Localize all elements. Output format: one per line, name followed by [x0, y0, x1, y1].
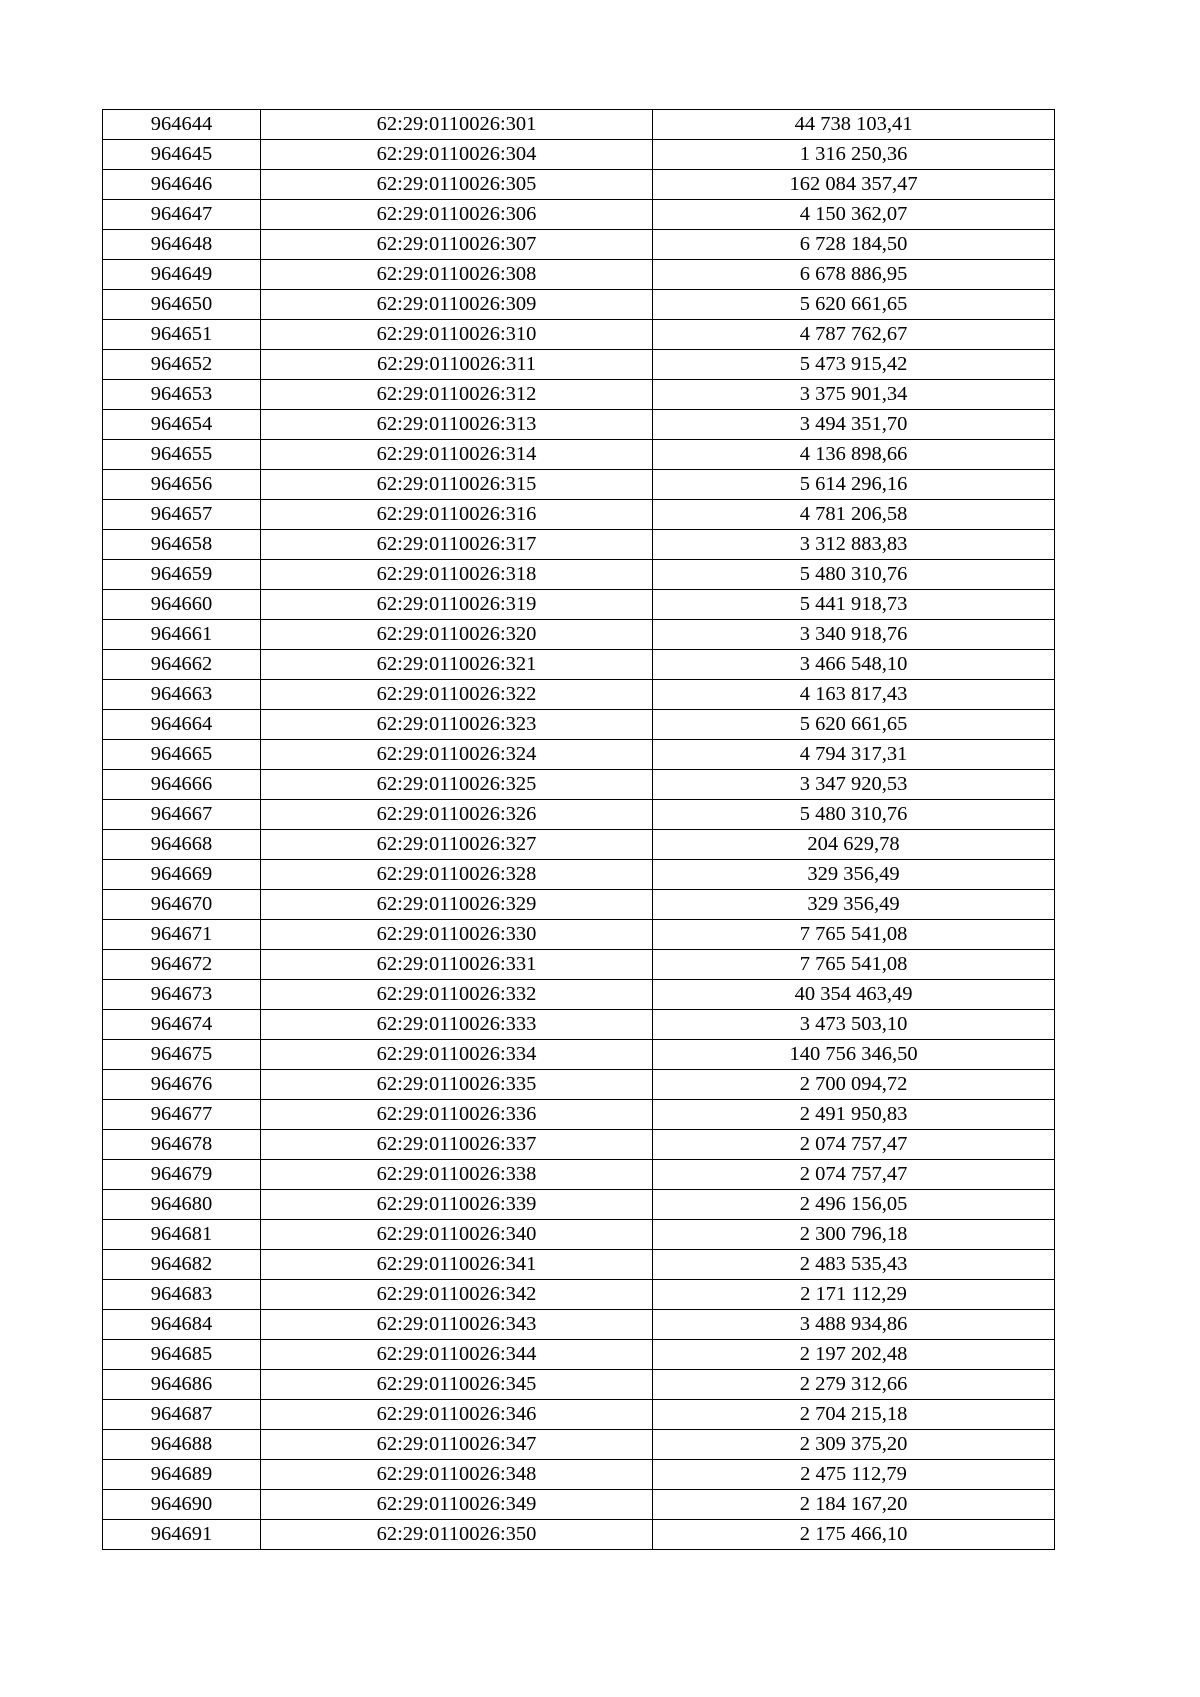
cell-value: 204 629,78	[653, 830, 1055, 860]
cell-value: 2 496 156,05	[653, 1190, 1055, 1220]
cell-cadastral-number: 62:29:0110026:330	[261, 920, 653, 950]
table-row	[103, 1220, 1055, 1250]
cell-number: 964691	[103, 1520, 261, 1550]
cell-value: 4 787 762,67	[653, 320, 1055, 350]
cell-number: 964662	[103, 650, 261, 680]
table-row	[103, 1400, 1055, 1430]
cell-cadastral-number: 62:29:0110026:320	[261, 620, 653, 650]
cell-cadastral-number: 62:29:0110026:301	[261, 110, 653, 140]
table-row	[103, 1070, 1055, 1100]
cell-value: 5 620 661,65	[653, 710, 1055, 740]
cell-number: 964645	[103, 140, 261, 170]
cell-number: 964669	[103, 860, 261, 890]
cell-cadastral-number: 62:29:0110026:326	[261, 800, 653, 830]
cell-number: 964688	[103, 1430, 261, 1460]
cell-number: 964648	[103, 230, 261, 260]
cell-value: 5 473 915,42	[653, 350, 1055, 380]
cell-value: 6 678 886,95	[653, 260, 1055, 290]
cell-number: 964685	[103, 1340, 261, 1370]
cell-value: 2 300 796,18	[653, 1220, 1055, 1250]
table-row	[103, 200, 1055, 230]
table-row	[103, 470, 1055, 500]
cell-cadastral-number: 62:29:0110026:312	[261, 380, 653, 410]
cell-number: 964670	[103, 890, 261, 920]
cell-value: 5 614 296,16	[653, 470, 1055, 500]
table-row	[103, 1310, 1055, 1340]
cell-number: 964668	[103, 830, 261, 860]
cell-cadastral-number: 62:29:0110026:317	[261, 530, 653, 560]
cell-number: 964655	[103, 440, 261, 470]
cell-cadastral-number: 62:29:0110026:331	[261, 950, 653, 980]
cell-cadastral-number: 62:29:0110026:325	[261, 770, 653, 800]
cell-value: 4 136 898,66	[653, 440, 1055, 470]
cell-value: 6 728 184,50	[653, 230, 1055, 260]
cell-number: 964663	[103, 680, 261, 710]
data-table	[102, 109, 1055, 1550]
cell-value: 2 175 466,10	[653, 1520, 1055, 1550]
cell-cadastral-number: 62:29:0110026:336	[261, 1100, 653, 1130]
cell-value: 162 084 357,47	[653, 170, 1055, 200]
table-row	[103, 890, 1055, 920]
cell-value: 2 074 757,47	[653, 1130, 1055, 1160]
cell-number: 964652	[103, 350, 261, 380]
cell-number: 964654	[103, 410, 261, 440]
cell-cadastral-number: 62:29:0110026:344	[261, 1340, 653, 1370]
cell-cadastral-number: 62:29:0110026:313	[261, 410, 653, 440]
cell-cadastral-number: 62:29:0110026:346	[261, 1400, 653, 1430]
cell-cadastral-number: 62:29:0110026:328	[261, 860, 653, 890]
cell-number: 964656	[103, 470, 261, 500]
cell-value: 3 488 934,86	[653, 1310, 1055, 1340]
cell-cadastral-number: 62:29:0110026:309	[261, 290, 653, 320]
table-row	[103, 950, 1055, 980]
cell-cadastral-number: 62:29:0110026:321	[261, 650, 653, 680]
table-row	[103, 830, 1055, 860]
table-row	[103, 290, 1055, 320]
table-row	[103, 860, 1055, 890]
cell-value: 329 356,49	[653, 890, 1055, 920]
table-row	[103, 560, 1055, 590]
cell-value: 40 354 463,49	[653, 980, 1055, 1010]
cell-number: 964661	[103, 620, 261, 650]
cell-value: 7 765 541,08	[653, 950, 1055, 980]
cell-value: 3 375 901,34	[653, 380, 1055, 410]
cell-value: 5 480 310,76	[653, 800, 1055, 830]
table-row	[103, 680, 1055, 710]
cell-number: 964682	[103, 1250, 261, 1280]
cell-value: 2 483 535,43	[653, 1250, 1055, 1280]
cell-value: 2 309 375,20	[653, 1430, 1055, 1460]
cell-number: 964647	[103, 200, 261, 230]
table-row	[103, 1100, 1055, 1130]
table-row	[103, 590, 1055, 620]
cell-cadastral-number: 62:29:0110026:335	[261, 1070, 653, 1100]
table-row	[103, 1010, 1055, 1040]
cell-cadastral-number: 62:29:0110026:339	[261, 1190, 653, 1220]
table-row	[103, 530, 1055, 560]
cell-cadastral-number: 62:29:0110026:345	[261, 1370, 653, 1400]
cell-value: 5 441 918,73	[653, 590, 1055, 620]
cell-value: 3 347 920,53	[653, 770, 1055, 800]
cell-number: 964687	[103, 1400, 261, 1430]
table-row	[103, 710, 1055, 740]
table-row	[103, 140, 1055, 170]
cell-cadastral-number: 62:29:0110026:304	[261, 140, 653, 170]
cell-cadastral-number: 62:29:0110026:323	[261, 710, 653, 740]
cell-number: 964657	[103, 500, 261, 530]
table-row	[103, 1460, 1055, 1490]
cell-number: 964665	[103, 740, 261, 770]
cell-number: 964644	[103, 110, 261, 140]
cell-cadastral-number: 62:29:0110026:316	[261, 500, 653, 530]
table-body	[103, 110, 1055, 1550]
cell-value: 3 312 883,83	[653, 530, 1055, 560]
table-row	[103, 650, 1055, 680]
cell-value: 5 620 661,65	[653, 290, 1055, 320]
cell-cadastral-number: 62:29:0110026:310	[261, 320, 653, 350]
cell-value: 2 704 215,18	[653, 1400, 1055, 1430]
cell-cadastral-number: 62:29:0110026:308	[261, 260, 653, 290]
table-row	[103, 380, 1055, 410]
cell-number: 964679	[103, 1160, 261, 1190]
cell-number: 964674	[103, 1010, 261, 1040]
cell-number: 964678	[103, 1130, 261, 1160]
table-row	[103, 1250, 1055, 1280]
cell-cadastral-number: 62:29:0110026:322	[261, 680, 653, 710]
cell-value: 1 316 250,36	[653, 140, 1055, 170]
table-row	[103, 260, 1055, 290]
cell-cadastral-number: 62:29:0110026:347	[261, 1430, 653, 1460]
cell-number: 964689	[103, 1460, 261, 1490]
cell-cadastral-number: 62:29:0110026:306	[261, 200, 653, 230]
table-row	[103, 1520, 1055, 1550]
cell-cadastral-number: 62:29:0110026:338	[261, 1160, 653, 1190]
table-row	[103, 1190, 1055, 1220]
table-row	[103, 440, 1055, 470]
cell-value: 3 466 548,10	[653, 650, 1055, 680]
cell-cadastral-number: 62:29:0110026:341	[261, 1250, 653, 1280]
cell-number: 964659	[103, 560, 261, 590]
cell-cadastral-number: 62:29:0110026:340	[261, 1220, 653, 1250]
cell-cadastral-number: 62:29:0110026:324	[261, 740, 653, 770]
cell-number: 964672	[103, 950, 261, 980]
table-row	[103, 110, 1055, 140]
cell-cadastral-number: 62:29:0110026:305	[261, 170, 653, 200]
cell-cadastral-number: 62:29:0110026:333	[261, 1010, 653, 1040]
table-row	[103, 1430, 1055, 1460]
cell-number: 964660	[103, 590, 261, 620]
cell-cadastral-number: 62:29:0110026:327	[261, 830, 653, 860]
cell-value: 4 781 206,58	[653, 500, 1055, 530]
cell-number: 964676	[103, 1070, 261, 1100]
cell-value: 2 074 757,47	[653, 1160, 1055, 1190]
cell-number: 964653	[103, 380, 261, 410]
cell-cadastral-number: 62:29:0110026:342	[261, 1280, 653, 1310]
cell-value: 4 163 817,43	[653, 680, 1055, 710]
table-row	[103, 1160, 1055, 1190]
cell-value: 3 473 503,10	[653, 1010, 1055, 1040]
cell-number: 964649	[103, 260, 261, 290]
table-row	[103, 920, 1055, 950]
cell-cadastral-number: 62:29:0110026:343	[261, 1310, 653, 1340]
cell-value: 2 491 950,83	[653, 1100, 1055, 1130]
cell-value: 2 279 312,66	[653, 1370, 1055, 1400]
cell-cadastral-number: 62:29:0110026:337	[261, 1130, 653, 1160]
cell-cadastral-number: 62:29:0110026:348	[261, 1460, 653, 1490]
cell-cadastral-number: 62:29:0110026:318	[261, 560, 653, 590]
cell-value: 2 184 167,20	[653, 1490, 1055, 1520]
cell-cadastral-number: 62:29:0110026:315	[261, 470, 653, 500]
cell-value: 2 197 202,48	[653, 1340, 1055, 1370]
table-row	[103, 1340, 1055, 1370]
table-row	[103, 980, 1055, 1010]
cell-number: 964651	[103, 320, 261, 350]
cell-value: 4 150 362,07	[653, 200, 1055, 230]
table-row	[103, 350, 1055, 380]
cell-cadastral-number: 62:29:0110026:329	[261, 890, 653, 920]
cell-value: 5 480 310,76	[653, 560, 1055, 590]
table-row	[103, 410, 1055, 440]
cell-number: 964690	[103, 1490, 261, 1520]
cell-cadastral-number: 62:29:0110026:307	[261, 230, 653, 260]
table-row	[103, 1490, 1055, 1520]
cell-number: 964673	[103, 980, 261, 1010]
cell-cadastral-number: 62:29:0110026:350	[261, 1520, 653, 1550]
cell-value: 140 756 346,50	[653, 1040, 1055, 1070]
cell-value: 44 738 103,41	[653, 110, 1055, 140]
cell-number: 964677	[103, 1100, 261, 1130]
cell-value: 2 171 112,29	[653, 1280, 1055, 1310]
cell-value: 3 494 351,70	[653, 410, 1055, 440]
cell-number: 964658	[103, 530, 261, 560]
cell-number: 964646	[103, 170, 261, 200]
cell-number: 964671	[103, 920, 261, 950]
cell-value: 2 700 094,72	[653, 1070, 1055, 1100]
cell-number: 964666	[103, 770, 261, 800]
table-row	[103, 170, 1055, 200]
cell-number: 964683	[103, 1280, 261, 1310]
table-row	[103, 740, 1055, 770]
cell-number: 964675	[103, 1040, 261, 1070]
cell-value: 7 765 541,08	[653, 920, 1055, 950]
table-row	[103, 1040, 1055, 1070]
cell-number: 964680	[103, 1190, 261, 1220]
table-row	[103, 800, 1055, 830]
cell-value: 2 475 112,79	[653, 1460, 1055, 1490]
cell-number: 964684	[103, 1310, 261, 1340]
table-row	[103, 500, 1055, 530]
cell-number: 964686	[103, 1370, 261, 1400]
table-row	[103, 230, 1055, 260]
table-row	[103, 320, 1055, 350]
cell-number: 964667	[103, 800, 261, 830]
cell-number: 964681	[103, 1220, 261, 1250]
cell-value: 329 356,49	[653, 860, 1055, 890]
cell-cadastral-number: 62:29:0110026:332	[261, 980, 653, 1010]
cell-cadastral-number: 62:29:0110026:349	[261, 1490, 653, 1520]
table-row	[103, 770, 1055, 800]
cell-number: 964664	[103, 710, 261, 740]
cell-value: 3 340 918,76	[653, 620, 1055, 650]
table-row	[103, 1130, 1055, 1160]
cell-cadastral-number: 62:29:0110026:314	[261, 440, 653, 470]
cell-cadastral-number: 62:29:0110026:334	[261, 1040, 653, 1070]
table-row	[103, 1370, 1055, 1400]
cell-cadastral-number: 62:29:0110026:319	[261, 590, 653, 620]
cell-number: 964650	[103, 290, 261, 320]
table-row	[103, 620, 1055, 650]
cell-value: 4 794 317,31	[653, 740, 1055, 770]
cell-cadastral-number: 62:29:0110026:311	[261, 350, 653, 380]
table-row	[103, 1280, 1055, 1310]
